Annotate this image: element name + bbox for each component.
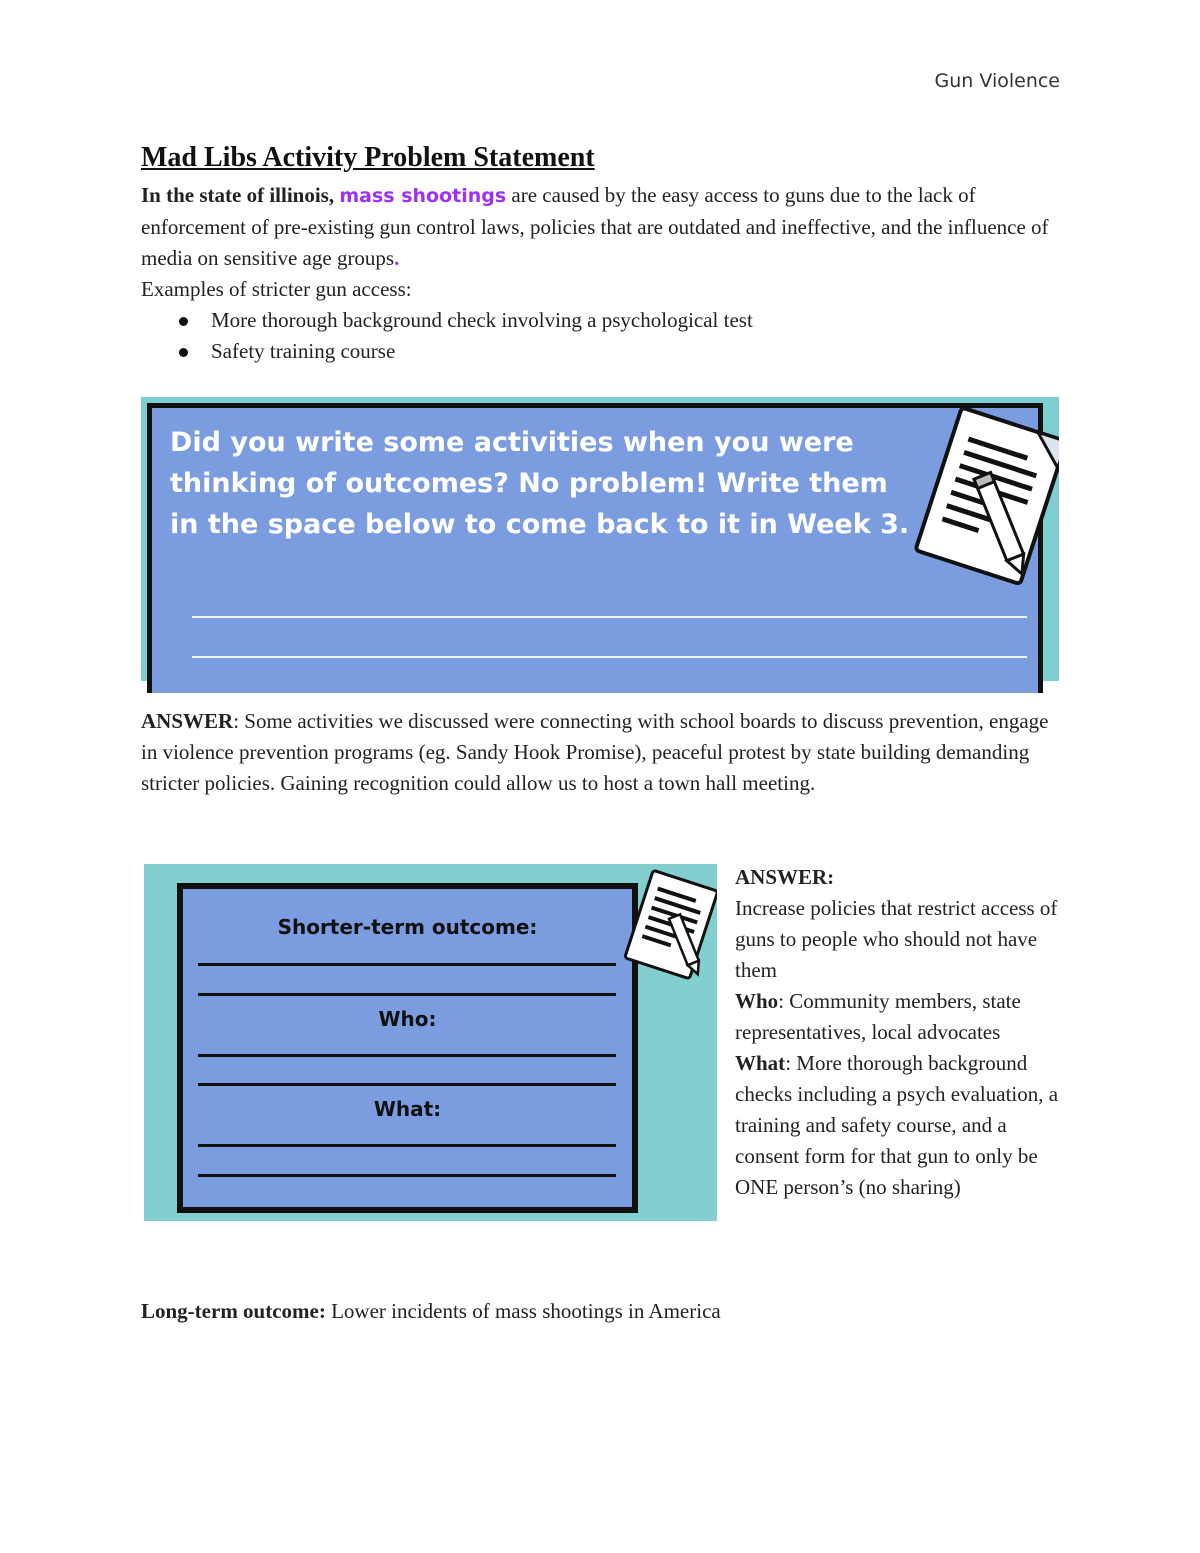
- problem-statement: [141, 180, 1061, 367]
- statement-end: .: [394, 246, 400, 270]
- writing-line: [198, 1083, 616, 1086]
- answer-label: ANSWER: [141, 709, 234, 733]
- document-pencil-icon: [612, 864, 717, 984]
- activities-answer: [141, 706, 1061, 799]
- long-term-outcome: [141, 1296, 721, 1327]
- long-term-label: Long-term outcome:: [141, 1299, 326, 1323]
- statement-rest: are caused by the easy access to guns due to the lack of enforcement of pre-existing gun control laws, policies that are outdated and ineffective, and the influence of media on sensitive age groups: [141, 183, 1049, 270]
- writing-line: [198, 1144, 616, 1147]
- bullet-icon: [179, 348, 188, 357]
- statement-highlight: mass shootings: [339, 185, 507, 207]
- running-header: Gun Violence: [934, 70, 1060, 92]
- document-pencil-icon: [889, 397, 1059, 587]
- examples-intro: Examples of stricter gun access:: [141, 277, 412, 301]
- what-label: What:: [373, 1097, 442, 1121]
- writing-line: [198, 993, 616, 996]
- outcome-card: [177, 883, 638, 1213]
- list-item: More thorough background check involving a psychological test: [141, 305, 1061, 336]
- who-label: Who:: [378, 1007, 437, 1031]
- statement-lead: In the state of illinois,: [141, 183, 335, 207]
- writing-line: [192, 616, 1027, 618]
- outcome-banner: [144, 864, 717, 1221]
- page-title: Mad Libs Activity Problem Statement: [141, 142, 595, 173]
- shorter-term-label: Shorter-term outcome:: [277, 915, 538, 939]
- activities-banner: [141, 397, 1059, 681]
- bullet-icon: [179, 317, 188, 326]
- writing-line: [192, 656, 1027, 658]
- writing-line: [198, 963, 616, 966]
- examples-list: [141, 305, 1061, 367]
- what-answer: What: More thorough background checks including a psych evaluation, a training and safety course, and a consent form for that gun to only be ONE person’s (no sharing): [735, 1051, 1059, 1199]
- outcome-answer: [735, 862, 1065, 1203]
- writing-line: [198, 1174, 616, 1177]
- writing-line: [198, 1054, 616, 1057]
- answer2-label: ANSWER:: [735, 865, 835, 889]
- banner-prompt: Did you write some activities when you were thinking of outcomes? No problem! Write them in the space below to come back to it in Week 3.: [170, 427, 910, 540]
- list-item: Safety training course: [141, 336, 1061, 367]
- long-term-text: Lower incidents of mass shootings in America: [325, 1299, 721, 1323]
- outcome-text: Increase policies that restrict access of guns to people who should not have them: [735, 896, 1058, 982]
- who-answer: Who: Community members, state representatives, local advocates: [735, 989, 1021, 1044]
- answer-text: : Some activities we discussed were connecting with school boards to discuss prevention, engage in violence prevention programs (eg. Sandy Hook Promise), peaceful protest by state building demanding stricter policies. Gaining recognition could allow us to host a town hall meeting.: [141, 709, 1049, 795]
